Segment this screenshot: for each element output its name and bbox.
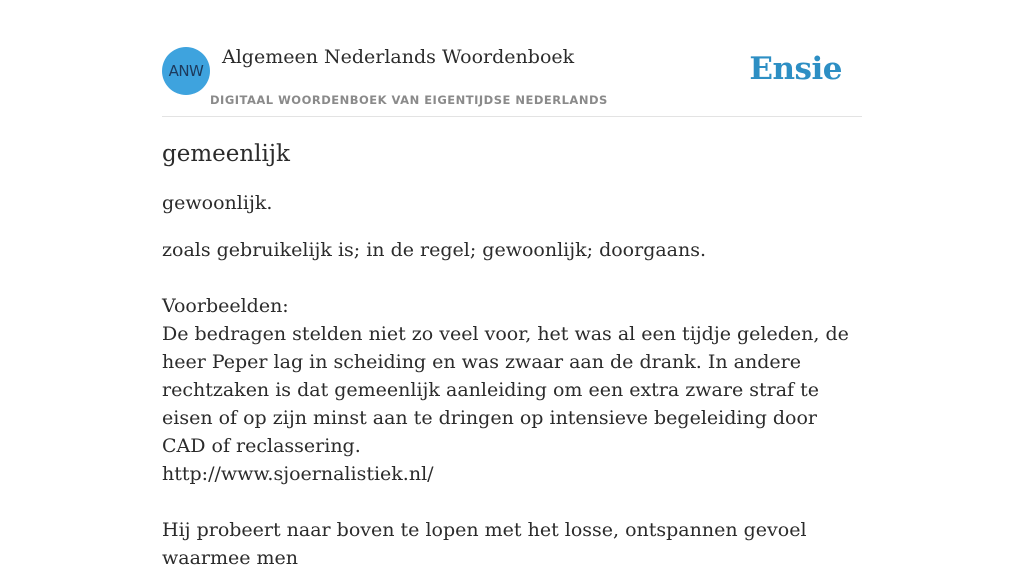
definition: zoals gebruikelijk is; in de regel; gewoonlijk; doorgaans.: [162, 239, 707, 261]
examples-section: [162, 292, 862, 572]
entry-content: [162, 138, 862, 572]
site-title[interactable]: Algemeen Nederlands Woordenboek: [222, 46, 575, 68]
example-text: De bedragen stelden niet zo veel voor, het was al een tijdje geleden, de heer Peper lag in scheiding en was zwaar aan de drank. In andere rechtzaken is dat gemeenlijk aanleiding om een extra zware straf te eisen of op zijn minst aan te dringen op intensieve begeleiding door CAD of reclassering.: [162, 323, 849, 457]
logo-text: ANW: [168, 62, 204, 80]
example-source: http://www.sjoernalistiek.nl/: [162, 463, 434, 485]
example-text: Hij probeert naar boven te lopen met het losse, ontspannen gevoel waarmee men: [162, 519, 807, 569]
example-spacer: [162, 488, 862, 516]
short-definition: gewoonlijk.: [162, 192, 273, 214]
examples-label: Voorbeelden:: [162, 295, 289, 317]
anw-logo[interactable]: [162, 47, 210, 95]
ensie-logo-link[interactable]: Ensie: [749, 51, 842, 87]
site-header: [162, 40, 862, 117]
entry-title: gemeenlijk: [162, 141, 290, 167]
site-subtitle: DIGITAAL WOORDENBOEK VAN EIGENTIJDSE NEDERLANDS: [210, 93, 608, 107]
